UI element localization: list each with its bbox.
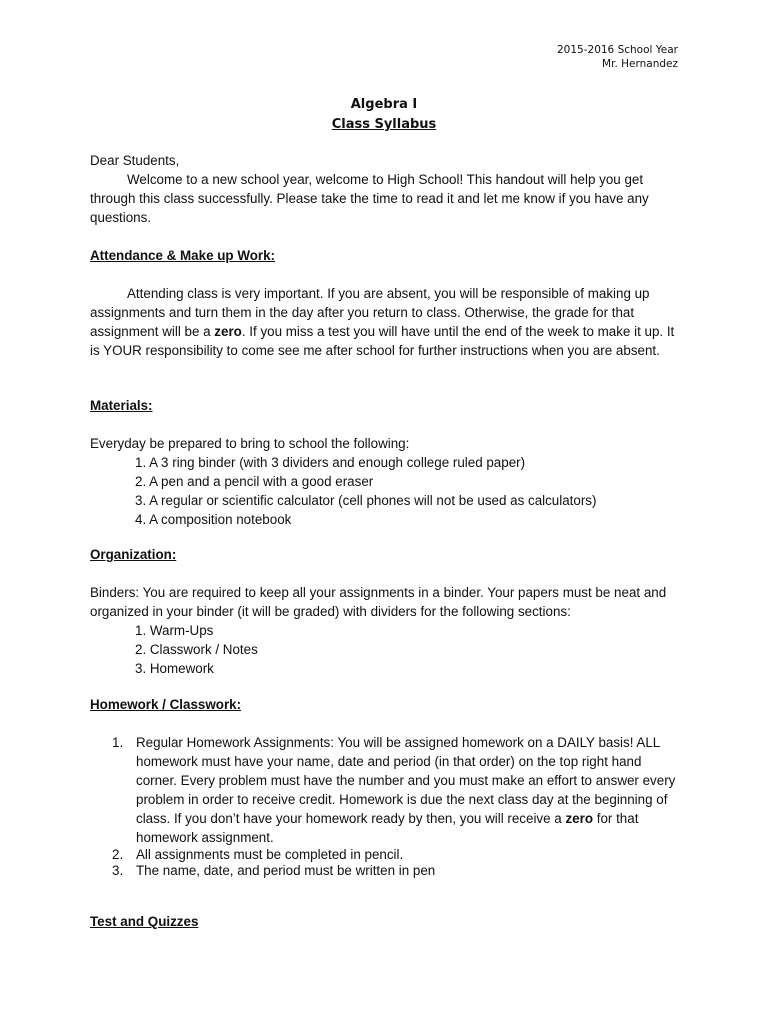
document-title: Class Syllabus — [331, 117, 437, 132]
homework-list — [90, 733, 680, 879]
homework-item-text: Regular Homework Assignments: You will be assigned homework on a DAILY basis! ALL homework must have your name, date and period (in that order) on the top right hand corner. Every problem must have the number and you must make an effort to answer every problem in order to receive credit. Homework is due the next class day at the beginning of class. If you don’t have your homework ready by then, you will receive a — [136, 735, 676, 826]
organization-section — [90, 545, 680, 678]
teacher-name: Mr. Hernandez — [602, 58, 678, 70]
homework-item — [90, 733, 680, 847]
attendance-paragraph — [90, 284, 680, 360]
attendance-bold: zero — [214, 324, 242, 339]
materials-item: 4. A composition notebook — [135, 512, 292, 527]
organization-heading: Organization: — [90, 547, 177, 562]
homework-item-text-2: for that homework assignment. — [136, 811, 639, 845]
intro-paragraph: Welcome to a new school year, welcome to High School! This handout will help you get through this class successfully. Please take the time to read it and let me know if you have any questions. — [90, 172, 649, 225]
materials-lead: Everyday be prepared to bring to school the following: — [90, 436, 410, 451]
homework-item-text: The name, date, and period must be written in pen — [136, 863, 436, 878]
homework-item-text: All assignments must be completed in pencil. — [136, 847, 404, 862]
school-year: 2015-2016 School Year — [557, 44, 678, 56]
document-header — [557, 43, 678, 71]
list-number: 2. — [112, 847, 124, 862]
homework-item — [90, 847, 680, 863]
homework-section — [90, 695, 680, 879]
materials-section — [90, 396, 680, 529]
salutation: Dear Students, — [90, 153, 180, 168]
homework-item — [90, 863, 680, 879]
organization-item: 2. Classwork / Notes — [135, 642, 258, 657]
organization-item: 1. Warm-Ups — [135, 623, 214, 638]
attendance-section — [90, 246, 680, 360]
course-title: Algebra I — [350, 97, 418, 112]
materials-item: 3. A regular or scientific calculator (cell phones will not be used as calculators) — [135, 493, 597, 508]
materials-item: 2. A pen and a pencil with a good eraser — [135, 474, 374, 489]
intro-section — [90, 151, 680, 227]
attendance-text-2: . If you miss a test you will have until the end of the week to make it up. It is YOUR responsibility to come see me after school for further instructions when you are absent. — [90, 324, 675, 358]
homework-heading: Homework / Classwork: — [90, 697, 242, 712]
attendance-text-1: Attending class is very important. If you are absent, you will be responsible of making up assignments and turn them in the day after you return to class. Otherwise, the grade for that assignment will be a — [90, 286, 650, 339]
materials-heading: Materials: — [90, 398, 153, 413]
list-number: 3. — [112, 863, 124, 878]
tests-heading: Test and Quizzes — [90, 914, 199, 929]
materials-item: 1. A 3 ring binder (with 3 dividers and enough college ruled paper) — [135, 455, 526, 470]
tests-section — [90, 912, 680, 931]
attendance-heading: Attendance & Make up Work: — [90, 248, 276, 263]
organization-lead: Binders: You are required to keep all your assignments in a binder. Your papers must be neat and organized in your binder (it will be graded) with dividers for the following sections: — [90, 585, 667, 619]
homework-item-bold: zero — [565, 811, 594, 826]
organization-item: 3. Homework — [135, 661, 214, 676]
list-number: 1. — [112, 735, 124, 750]
